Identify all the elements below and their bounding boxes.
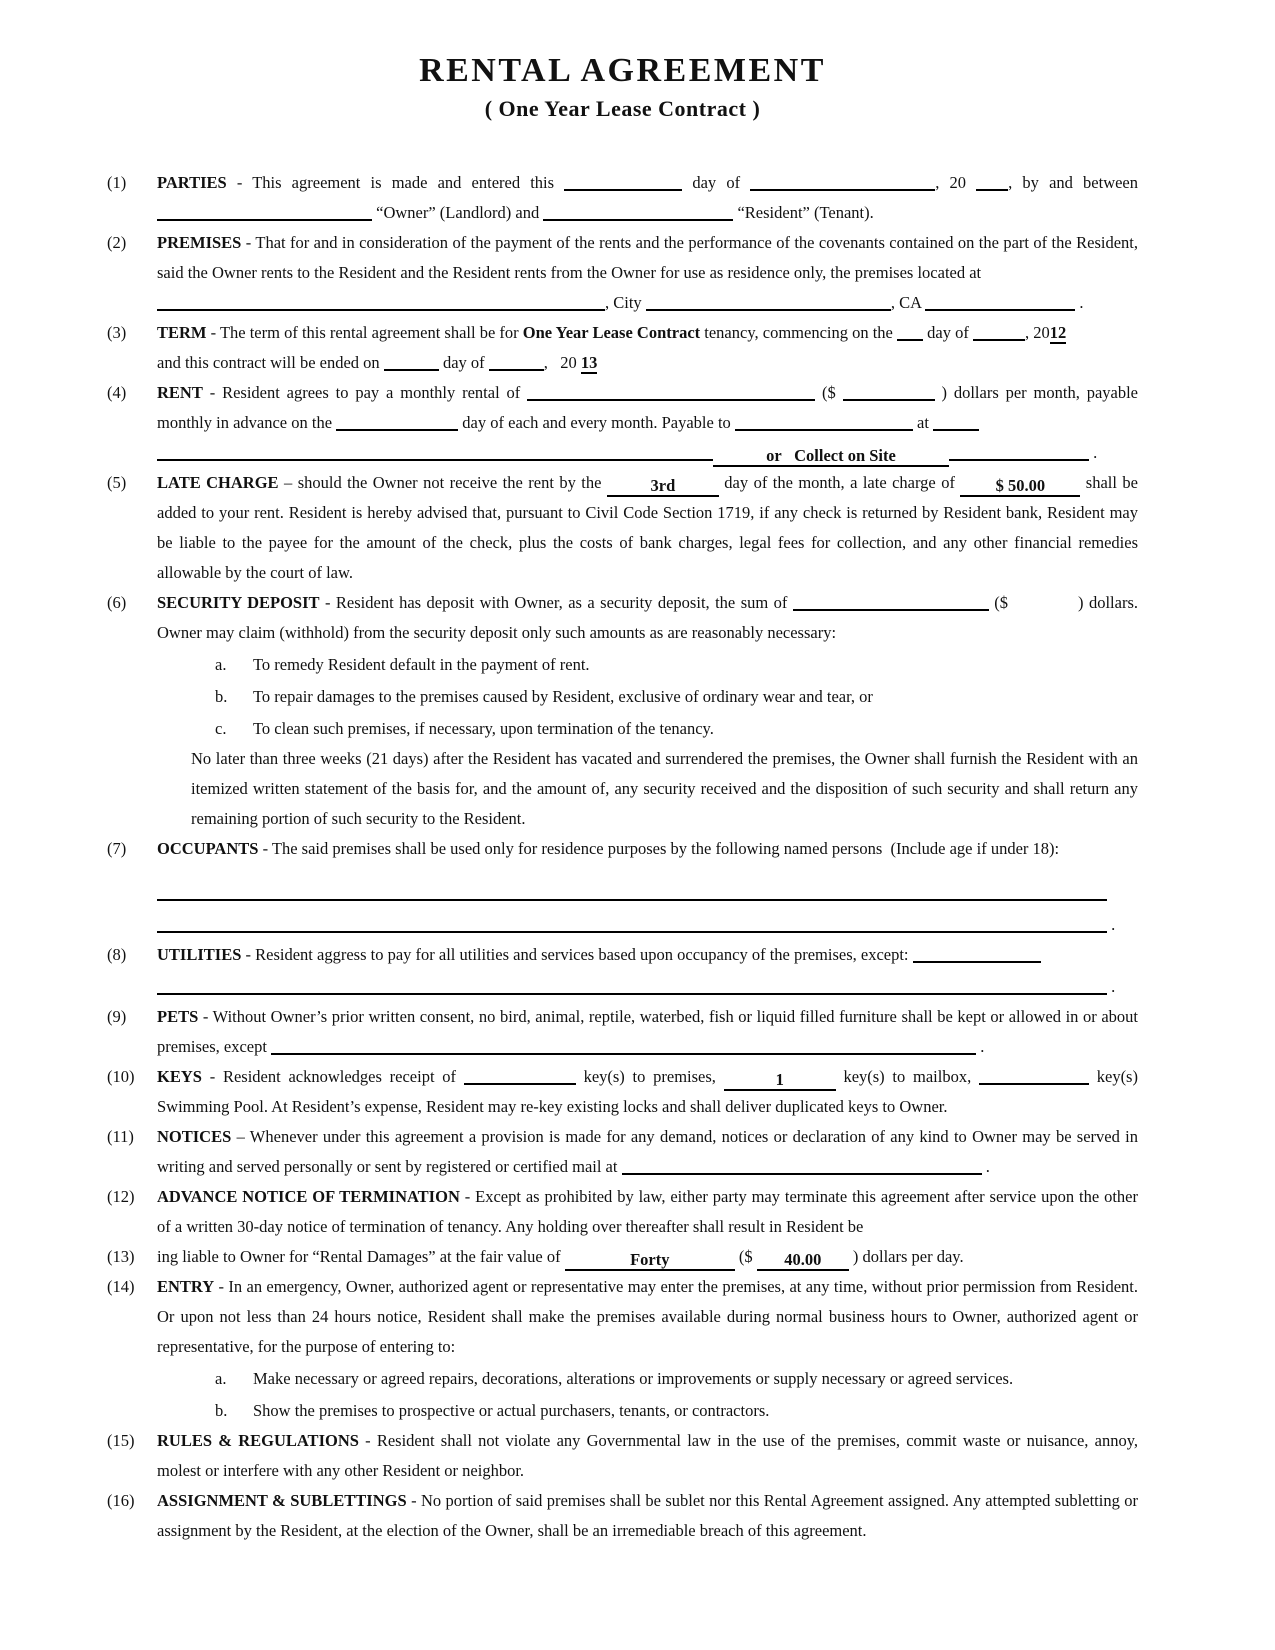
blank-field (735, 410, 913, 431)
blank-field (750, 170, 935, 191)
sub-item-b (157, 1396, 1138, 1426)
clause-text: - That for and in consideration of the payment of the rents and the performance of the covenants contained on the part of the Resident, said the Owner rents to the Resident and the Resident rents from the Owner for use as residence only, the premises located at (157, 233, 1138, 282)
blank-field (976, 170, 1008, 191)
document-title: RENTAL AGREEMENT (419, 52, 826, 89)
clause-heading: PETS (157, 1007, 199, 1026)
paren-gap (1008, 607, 1078, 608)
sub-item-text: To remedy Resident default in the payment of rent. (253, 655, 590, 674)
clause-number: (15) (107, 1431, 135, 1450)
sub-item-text: To repair damages to the premises caused by Resident, exclusive of ordinary wear and tear, or (253, 687, 873, 706)
clause-heading: PARTIES (157, 173, 227, 192)
clause-5 (107, 468, 1138, 588)
blank-field (157, 912, 1107, 933)
clauses-container (107, 168, 1138, 1546)
clause-text: key(s) to mailbox, (835, 1067, 979, 1086)
clause-text: ($ (815, 383, 843, 402)
blank-field (527, 380, 815, 401)
clause-body (157, 940, 1138, 1002)
clause-number: (8) (107, 945, 127, 964)
clause-heading: PREMISES (157, 233, 242, 252)
sub-item-b (157, 682, 1138, 712)
clause-text: day of (682, 173, 751, 192)
clause-text: , 20 (543, 353, 581, 372)
clause-14 (107, 1272, 1138, 1426)
clause-heading: OCCUPANTS (157, 839, 259, 858)
clause-text: tenancy, commencing on the (700, 323, 898, 342)
filled-value: 13 (580, 353, 598, 372)
sub-item-a (157, 1364, 1138, 1394)
clause-number: (2) (107, 233, 127, 252)
filled-field: $ 50.00 (960, 476, 1080, 497)
blank-field (157, 290, 605, 311)
filled-field: or Collect on Site (713, 446, 949, 467)
clause-text: – should the Owner not receive the rent by the (278, 473, 607, 492)
clause-body (157, 834, 1138, 940)
clause-body (157, 588, 1138, 834)
clause-number: (11) (107, 1127, 134, 1146)
clause-text: and this contract will be ended on (157, 353, 384, 372)
clause-number: (5) (107, 473, 127, 492)
clause-number: (13) (107, 1247, 135, 1266)
clause-text: , 20 (935, 173, 977, 192)
clause-text: - No portion of said premises shall be sublet nor this Rental Agreement assigned. Any attempted subletting or assignment by the Resident, at the election of the Owner, shall be an irremediable breach of this agreement. (157, 1491, 1138, 1540)
clause-text: “Resident” (Tenant). (733, 203, 874, 222)
blank-field (622, 1154, 982, 1175)
clause-heading: ASSIGNMENT & SUBLETTINGS (157, 1491, 407, 1510)
clause-text: ) dollars per day. (848, 1247, 964, 1266)
clause-1 (107, 168, 1138, 228)
clause-13 (107, 1242, 1138, 1272)
blank-field (564, 170, 682, 191)
clause-body (157, 1272, 1138, 1426)
clause-text: day of each and every month. Payable to (458, 413, 735, 432)
clause-body (157, 318, 1138, 378)
clause-body (157, 228, 1138, 318)
sub-item-letter: b. (215, 687, 228, 706)
blank-field (157, 880, 1107, 901)
filled-field: 1 (724, 1070, 836, 1091)
clause-heading: TERM (157, 323, 207, 342)
clause-heading: One Year Lease Contract (522, 323, 701, 342)
clause-heading: RULES & REGULATIONS (157, 1431, 359, 1450)
sub-item-text: Make necessary or agreed repairs, decorations, alterations or improvements or supply necessary or agreed services. (253, 1369, 1014, 1388)
clause-text: day of (923, 323, 973, 342)
clause-heading: LATE CHARGE (157, 473, 279, 492)
clause-number: (1) (107, 173, 127, 192)
clause-body (157, 1002, 1138, 1062)
clause-6 (107, 588, 1138, 834)
blank-field (949, 440, 1089, 461)
blank-field (843, 380, 935, 401)
clause-body (157, 1122, 1138, 1182)
clause-text: day of the month, a late charge of (718, 473, 961, 492)
clause-text: “Owner” (Landlord) and (372, 203, 544, 222)
clause-number: (10) (107, 1067, 135, 1086)
clause-text: . (976, 1037, 985, 1056)
blank-field (271, 1034, 976, 1055)
blank-field (925, 290, 1075, 311)
blank-field (157, 200, 372, 221)
clause-heading: ADVANCE NOTICE OF TERMINATION (157, 1187, 460, 1206)
blank-field (157, 974, 1107, 995)
filled-field: Forty (565, 1250, 735, 1271)
clause-heading: SECURITY DEPOSIT (157, 593, 320, 612)
clause-number: (16) (107, 1491, 135, 1510)
clause-text: - Resident acknowledges receipt of (201, 1067, 464, 1086)
clause-15 (107, 1426, 1138, 1486)
clause-body (157, 468, 1138, 588)
clause-text: – Whenever under this agreement a provision is made for any demand, notices or declaration of any kind to Owner may be served in writing and served personally or sent by registered or certified mail at (157, 1127, 1138, 1176)
clause-text: key(s) to premises, (575, 1067, 724, 1086)
clause-8 (107, 940, 1138, 1002)
blank-field (973, 320, 1025, 341)
sub-item-text: Show the premises to prospective or actual purchasers, tenants, or contractors. (253, 1401, 770, 1420)
clause-text: shall be added to your rent. Resident is hereby advised that, pursuant to Civil Code Section 1719, if any check is returned by Resident bank, Resident may be liable to the payee for the amount of the check, plus the costs of bank charges, legal fees for collection, and any other financial remedies allowable by the court of law. (157, 473, 1138, 582)
clause-text: , by and between (1008, 173, 1139, 192)
blank-field (913, 942, 1041, 963)
clause-body (157, 1242, 1138, 1272)
clause-2 (107, 228, 1138, 318)
clause-text: - Resident shall not violate any Governmental law in the use of the premises, commit waste or nuisance, annoy, molest or interfere with any other Resident or neighbor. (157, 1431, 1139, 1480)
clause-number: (4) (107, 383, 127, 402)
clause-number: (14) (107, 1277, 135, 1296)
clause-body (157, 1182, 1138, 1242)
clause-text: . (1107, 977, 1116, 996)
blank-field (646, 290, 891, 311)
clause-body (157, 1062, 1138, 1122)
clause-text: - Resident agrees to pay a monthly rental of (202, 383, 528, 402)
clause-number: (7) (107, 839, 127, 858)
blank-field (489, 350, 544, 371)
clause-number: (12) (107, 1187, 135, 1206)
sub-item-letter: c. (215, 719, 227, 738)
blank-field (464, 1064, 576, 1085)
sub-item-letter: a. (215, 1369, 227, 1388)
sub-item-letter: a. (215, 655, 227, 674)
clause-text: - In an emergency, Owner, authorized agent or representative may enter the premises, at any time, without prior permission from Resident. Or upon not less than 24 hours notice, Resident shall make the premises available during normal business hours to Owner, authorized agent or representative, for the purpose of entering to: (157, 1277, 1138, 1356)
clause-number: (9) (107, 1007, 127, 1026)
clause-text: , 20 (1024, 323, 1050, 342)
sub-item-a (157, 650, 1138, 680)
clause-text: - The term of this rental agreement shall be for (206, 323, 523, 342)
sub-item-letter: b. (215, 1401, 228, 1420)
clause-body (157, 168, 1138, 228)
clause-10 (107, 1062, 1138, 1122)
clause-text: ing liable to Owner for “Rental Damages” at the fair value of (157, 1247, 565, 1266)
clause-heading: NOTICES (157, 1127, 232, 1146)
clause-body (157, 1426, 1138, 1486)
sub-item-c (157, 714, 1138, 744)
document-subtitle: ( One Year Lease Contract ) (484, 96, 761, 121)
blank-field (933, 410, 979, 431)
clause-number: (6) (107, 593, 127, 612)
clause-3 (107, 318, 1138, 378)
clause-text: . (1075, 293, 1084, 312)
clause-text: key(s) Swimming Pool. At Resident’s expense, Resident may re-key existing locks and shall deliver duplicated keys to Owner. (157, 1067, 1138, 1116)
blank-field (384, 350, 439, 371)
clause-7 (107, 834, 1138, 940)
clause-text: ($ (734, 1247, 757, 1266)
clause-text: at (912, 413, 934, 432)
clause-heading: RENT (157, 383, 203, 402)
clause-11 (107, 1122, 1138, 1182)
clause-text: ) dollars. Owner may claim (withhold) from the security deposit only such amounts as are reasonably necessary: (157, 593, 1138, 642)
sub-item-text: To clean such premises, if necessary, upon termination of the tenancy. (253, 719, 714, 738)
clause-text: ) dollars per month, payable monthly in advance on the (157, 383, 1139, 432)
clause-text: . (1089, 443, 1098, 462)
clause-text: - This agreement is made and entered this (226, 173, 565, 192)
clause-4 (107, 378, 1138, 468)
clause-text: ($ (988, 593, 1009, 612)
clause-text: day of (438, 353, 489, 372)
filled-field: 3rd (607, 476, 719, 497)
clause-body (157, 1486, 1138, 1546)
clause-number: (3) (107, 323, 127, 342)
clause-text: - Resident aggress to pay for all utilities and services based upon occupancy of the premises, except: (241, 945, 913, 964)
blank-field (979, 1064, 1089, 1085)
blank-field (336, 410, 458, 431)
clause-text: - Except as prohibited by law, either party may terminate this agreement after service upon the other of a written 30-day notice of termination of tenancy. Any holding over thereafter shall result in Resident be (157, 1187, 1138, 1236)
clause-heading: ENTRY (157, 1277, 215, 1296)
clause-text: . (981, 1157, 990, 1176)
clause-text: - Resident has deposit with Owner, as a security deposit, the sum of (319, 593, 793, 612)
clause-heading: KEYS (157, 1067, 202, 1086)
clause-continuation: No later than three weeks (21 days) after the Resident has vacated and surrendered the premises, the Owner shall furnish the Resident with an itemized written statement of the basis for, and the amount of, any security received and the disposition of such security and shall return any remaining portion of such security to the Resident. (191, 749, 1138, 828)
clause-text: - Without Owner’s prior written consent, no bird, animal, reptile, waterbed, fish or liquid filled furniture shall be kept or allowed in or about premises, except (157, 1007, 1138, 1056)
blank-field (793, 590, 989, 611)
blank-field (543, 200, 733, 221)
filled-field: 40.00 (757, 1250, 849, 1271)
clause-text: . (1107, 915, 1116, 934)
clause-text: , CA (890, 293, 926, 312)
filled-value: 12 (1049, 323, 1067, 342)
clause-text: , City (605, 293, 646, 312)
blank-field (897, 320, 923, 341)
clause-9 (107, 1002, 1138, 1062)
clause-12 (107, 1182, 1138, 1242)
blank-field (157, 440, 713, 461)
clause-16 (107, 1486, 1138, 1546)
clause-heading: UTILITIES (157, 945, 242, 964)
clause-text: - The said premises shall be used only for residence purposes by the following named persons (Include age if under 18): (258, 839, 1060, 858)
clause-body (157, 378, 1138, 468)
